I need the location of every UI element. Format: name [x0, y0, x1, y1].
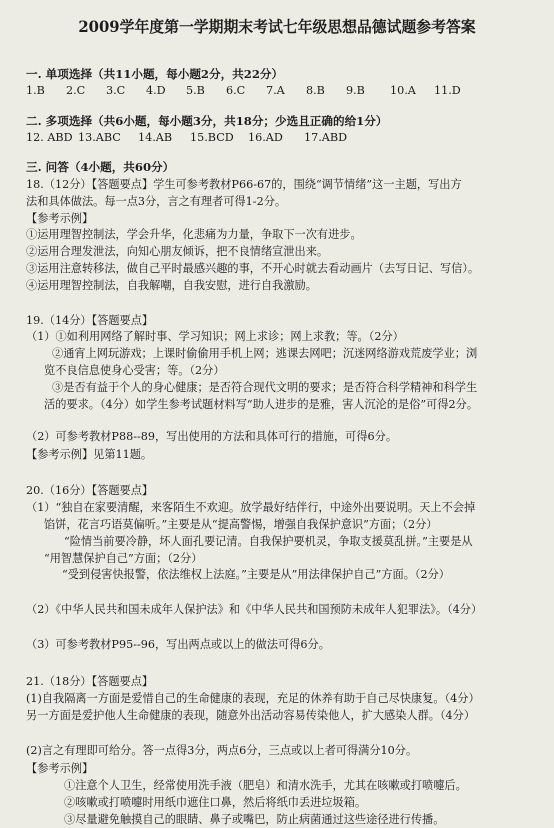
- answer-item: 17.ABD: [304, 131, 348, 144]
- answer-text-line: ②通宵上网玩游戏；上课时偷偷用手机上网；逃课去网吧；沉迷网络游戏荒废学业；浏: [52, 347, 478, 360]
- answer-text-line: (2)言之有理即可给分。答一点得3分，两点6分，三点或以上者可得满分10分。: [26, 744, 418, 757]
- answer-item: 8.B: [306, 84, 325, 97]
- answer-item: 13.ABC: [78, 131, 121, 144]
- answer-text-line: ①注意个人卫生，经常使用洗手液（肥皂）和清水洗手，尤其在咳嗽或打喷嚏后。: [64, 779, 467, 792]
- q21-heading: 21.（18分）【答题要点】: [26, 675, 154, 688]
- answer-item: 2.C: [66, 84, 86, 97]
- answer-text-line: 活的要求。（4分）如学生参考试题材料写“助人进步的是雅，害人沉沦的是俗”可得2分。: [44, 398, 479, 411]
- answer-text-line: ③运用注意转移法，做自己平时最感兴趣的事，不开心时就去看动画片（去写日记、写信）。: [26, 262, 480, 275]
- answer-text-line: ③尽量避免触摸自己的眼睛、鼻子或嘴巴，防止病菌通过这些途径进行传播。: [64, 813, 445, 826]
- answer-text-line: （2）可参考教材P88--89，写出使用的方法和具体可行的措施，可得6分。: [26, 430, 398, 443]
- section-2-heading: 二. 多项选择（共6小题，每小题3分，共18分；少选且正确的给1分）: [26, 114, 388, 128]
- answer-item: 7.A: [266, 84, 285, 97]
- answer-item: 3.C: [106, 84, 126, 97]
- answer-text-line: “受到侵害快报警，依法维权上法庭。”主要是从”用法律保护自己”方面。（2分）: [62, 568, 450, 581]
- answer-text-line: 【参考示例】: [26, 212, 94, 225]
- q18-heading: 18.（12分）【答题要点】学生可参考教材P66-67的，围绕“调节情绪”这一主题，写出方: [26, 178, 462, 191]
- answer-item: 15.BCD: [190, 131, 234, 144]
- answer-text-line: 【参考示例】: [26, 762, 94, 775]
- answer-item: 6.C: [226, 84, 246, 97]
- answer-text-line: 法和具体做法。每一点3分，言之有理者可得1-2分。: [26, 195, 287, 208]
- answer-item: 1.B: [26, 84, 45, 97]
- answer-text-line: ④运用理智控制法，自我解嘲，自我安慰，进行自我激励。: [26, 279, 317, 292]
- answer-item: 9.B: [346, 84, 365, 97]
- answer-text-line: 另一方面是爱护他人生命健康的表现，随意外出活动容易传染他人，扩大感染人群。（4分）: [26, 709, 476, 722]
- answer-item: 10.A: [390, 84, 416, 97]
- answer-text-line: (1)自我隔离一方面是爱惜自己的生命健康的表现，充足的休养有助于自己尽快康复。（4分）: [26, 692, 480, 705]
- q19-heading: 19.（14分）【答题要点】: [26, 314, 154, 327]
- answer-item: 4.D: [146, 84, 166, 97]
- section-1-heading: 一. 单项选择（共11小题，每小题2分，共22分）: [26, 67, 284, 81]
- answer-text-line: “险情当前要冷静，坏人面孔要记清。自我保护要机灵，争取支援莫乱拼。”主要是从: [64, 535, 473, 548]
- answer-item: 11.D: [434, 84, 461, 97]
- answer-text-line: ②运用合理发泄法，向知心朋友倾诉，把不良情绪宣泄出来。: [26, 245, 329, 258]
- section-1-answers: [26, 84, 474, 98]
- section-2-answers: [26, 131, 354, 145]
- answer-text-line: “用智慧保护自己”方面；（2分）: [44, 552, 203, 565]
- answer-text-line: 【参考示例】见第11题。: [26, 448, 153, 461]
- answer-item: 16.AD: [248, 131, 283, 144]
- section-3-heading: 三. 问答（4小题，共60分）: [26, 160, 175, 174]
- answer-text-line: （2）《中华人民共和国未成年人保护法》和《中华人民共和国预防未成年人犯罪法》。（4分）: [26, 603, 483, 616]
- answer-text-line: ③是否有益于个人的身心健康；是否符合现代文明的要求；是否符合科学精神和科学生: [52, 381, 478, 394]
- answer-item: 12. ABD: [26, 131, 73, 144]
- answer-text-line: （1）①如利用网络了解时事、学习知识；网上求诊；网上求教；等。（2分）: [26, 330, 404, 343]
- answer-text-line: （3）可参考教材P95--96，写出两点或以上的做法可得6分。: [26, 638, 330, 651]
- answer-text-line: （1）“独自在家要清醒，来客陌生不欢迎。放学最好结伴行，中途外出要说明。天上不会掉: [26, 501, 476, 514]
- answer-text-line: 馅饼，花言巧语莫偏听。”主要是从“提高警惕，增强自我保护意识”方面；（2分）: [44, 518, 438, 531]
- answer-text-line: ②咳嗽或打喷嚏时用纸巾遮住口鼻，然后将纸巾丢进垃圾箱。: [64, 796, 367, 809]
- answer-item: 14.AB: [138, 131, 173, 144]
- answer-item: 5.B: [186, 84, 205, 97]
- document-title: 2009学年度第一学期期末考试七年级思想品德试题参考答案: [78, 17, 476, 36]
- q20-heading: 20.（16分）【答题要点】: [26, 484, 154, 497]
- answer-text-line: 览不良信息使身心受害；等。（2分）: [44, 364, 225, 377]
- answer-text-line: ①运用理智控制法，学会升华，化悲痛为力量，争取下一次有进步。: [26, 228, 362, 241]
